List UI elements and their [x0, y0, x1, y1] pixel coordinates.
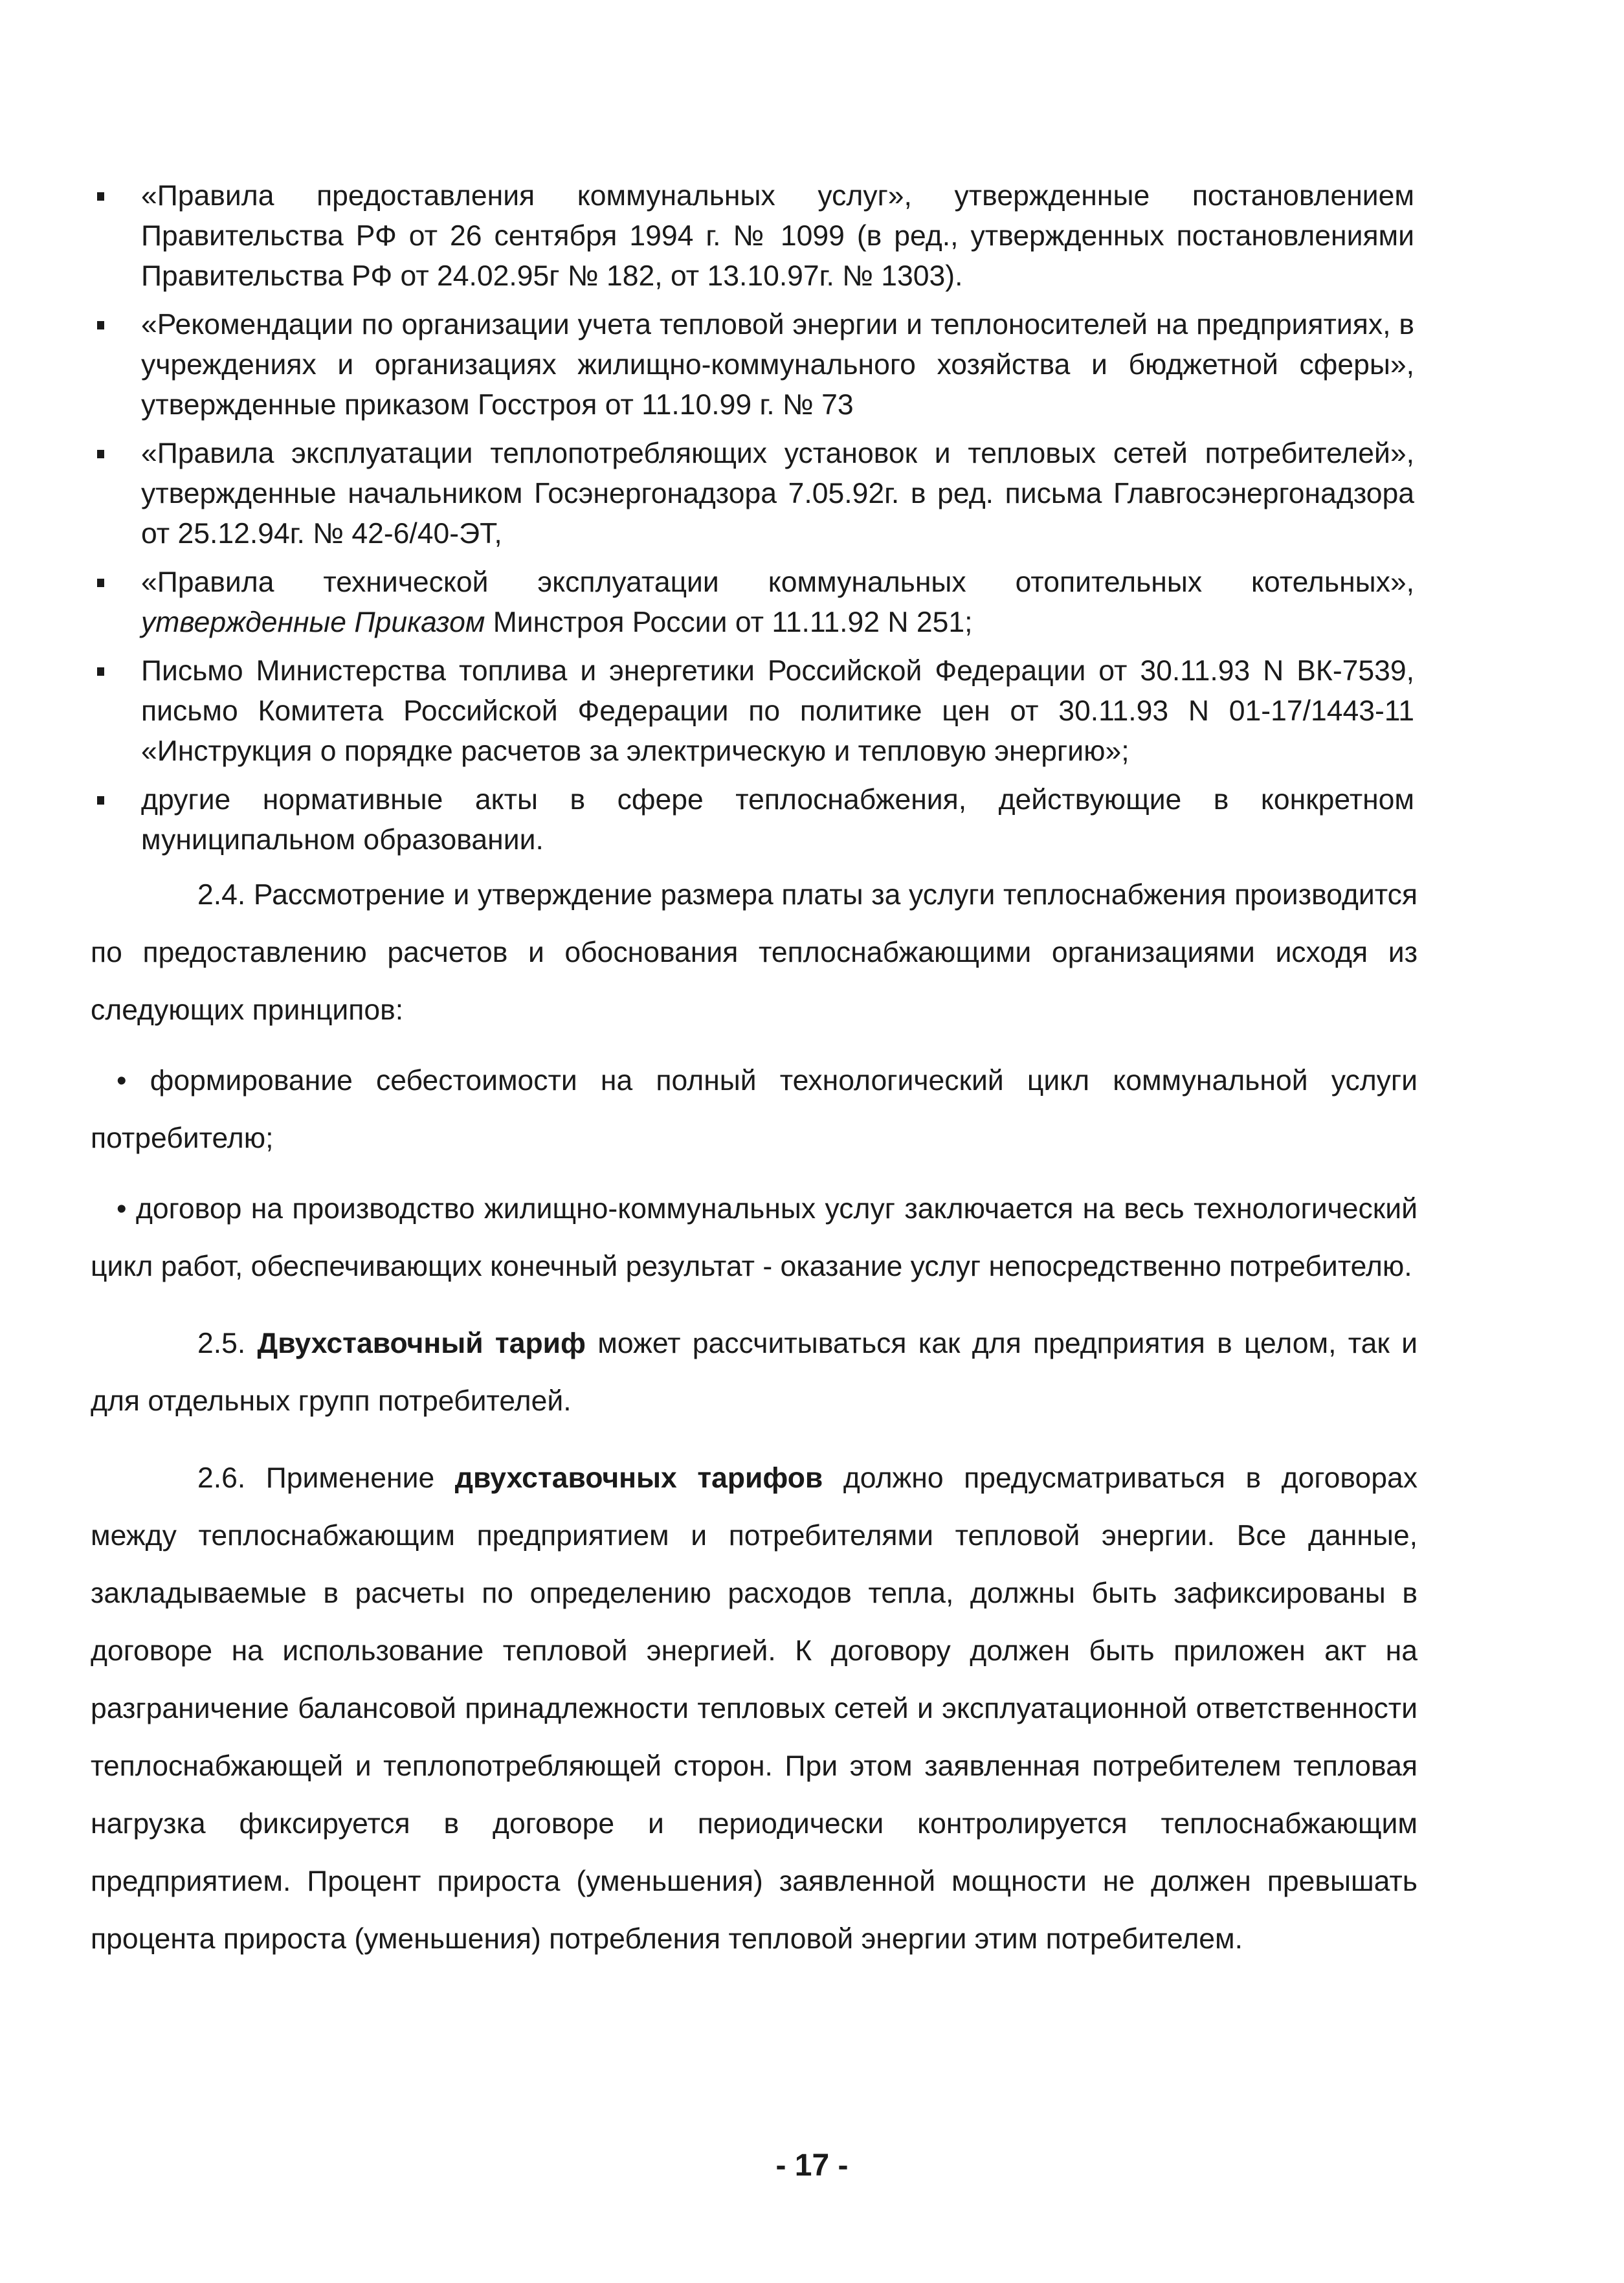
principle-item: • формирование себестоимости на полный технологический цикл коммунальной услуги потребителю; — [91, 1065, 1418, 1154]
principle-item: • договор на производство жилищно-коммунальных услуг заключается на весь технологический цикл работ, обеспечивающих конечный результат - оказание услуг непосредственно потребителю. — [91, 1193, 1418, 1282]
square-bullet-icon — [97, 321, 104, 329]
list-item: «Правила технической эксплуатации коммунальных отопительных котельных», утвержденные Приказом Минстроя России от 11.11.92 N 251; — [97, 562, 1414, 643]
square-bullet-icon — [97, 192, 104, 201]
list-item: «Правила предоставления коммунальных услуг», утвержденные постановлением Правительства РФ от 26 сентября 1994 г. № 1099 (в ред., утвержденных постановлениями Правительства РФ от 24.02.95г № 182, от 13.10.97г. № 1303). — [97, 176, 1414, 296]
square-bullet-icon — [97, 796, 104, 805]
paragraph-2-4: 2.4. Рассмотрение и утверждение размера платы за услуги теплоснабжения производится по предоставлению расчетов и обоснования теплоснабжающими организациями исходя из следующих принципов: — [91, 879, 1418, 1026]
page-number: - 17 - — [775, 2148, 849, 2183]
list-item: «Правила эксплуатации теплопотребляющих установок и тепловых сетей потребителей», утвержденные начальником Госэнергонадзора 7.05.92г. в ред. письма Главгосэнергонадзора от 25.12.94г. № 42-6/40-ЭТ, — [97, 434, 1414, 554]
square-bullet-icon — [97, 579, 104, 587]
square-bullet-icon — [97, 450, 104, 458]
paragraph-2-6: 2.6. Применение двухставочных тарифов должно предусматриваться в договорах между теплоснабжающим предприятием и потребителями тепловой энергии. Все данные, закладываемые в расчеты по определению расходов тепла, должны быть зафиксированы в договоре на использование тепловой энергией. К договору должен быть приложен акт на разграничение балансовой принадлежности тепловых сетей и эксплуатационной ответственности теплоснабжающей и теплопотребляющей сторон. При этом заявленная потребителем тепловая нагрузка фиксируется в договоре и периодически контролируется теплоснабжающим предприятием. Процент прироста (уменьшения) заявленной мощности не должен превышать процента прироста (уменьшения) потребления тепловой энергии этим потребителем. — [91, 1462, 1418, 1955]
list-item: Письмо Министерства топлива и энергетики Российской Федерации от 30.11.93 N ВК-7539, письмо Комитета Российской Федерации по политике цен от 30.11.93 N 01-17/1443-11 «Инструкция о порядке расчетов за электрическую и тепловую энергию»; — [97, 651, 1414, 772]
paragraph-2-5: 2.5. Двухставочный тариф может рассчитываться как для предприятия в целом, так и для отдельных групп потребителей. — [91, 1328, 1418, 1417]
regulations-list — [97, 176, 1414, 869]
square-bullet-icon — [97, 667, 104, 676]
list-item: «Рекомендации по организации учета тепловой энергии и теплоносителей на предприятиях, в учреждениях и организациях жилищно-коммунального хозяйства и бюджетной сферы», утвержденные приказом Госстроя от 11.10.99 г. № 73 — [97, 305, 1414, 425]
list-item: другие нормативные акты в сфере теплоснабжения, действующие в конкретном муниципальном образовании. — [97, 780, 1414, 860]
body-text — [91, 866, 1418, 1968]
